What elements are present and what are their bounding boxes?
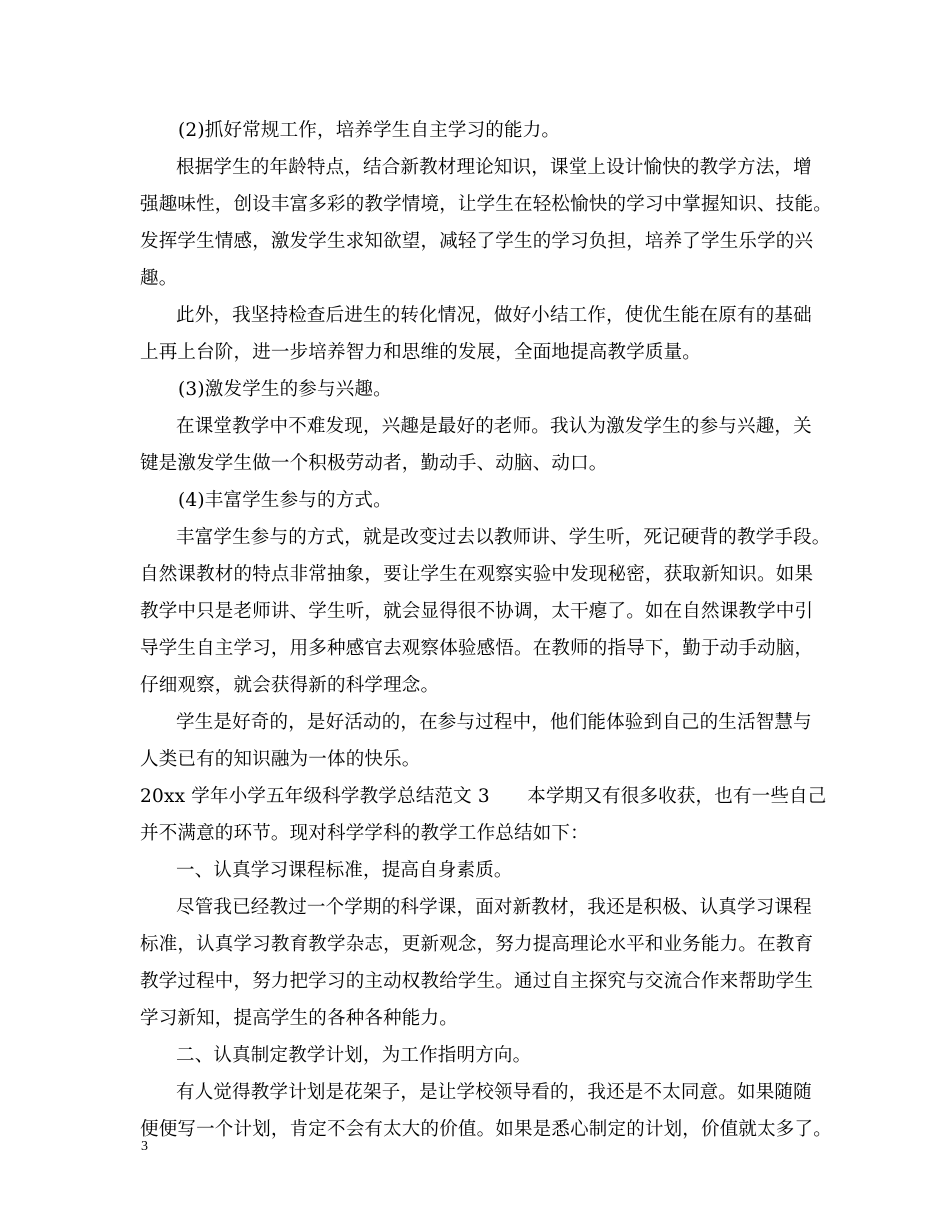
paragraph-line: 发挥学生情感，激发学生求知欲望，减轻了学生的学习负担，培养了学生乐学的兴: [140, 231, 814, 252]
page-number: 3: [141, 1139, 148, 1154]
paragraph-line: 并不满意的环节。现对科学学科的教学工作总结如下：: [140, 823, 589, 844]
article-title-line: 20xx 学年小学五年级科学教学总结范文 3 本学期又有很多收获，也有一些自己: [140, 786, 827, 807]
paragraph-line: 在课堂教学中不难发现，兴趣是最好的老师。我认为激发学生的参与兴趣，关: [176, 416, 812, 437]
section-heading-one: 一、认真学习课程标准，提高自身素质。: [176, 860, 513, 881]
section-heading-2: (2)抓好常规工作，培养学生自主学习的能力。: [178, 120, 561, 141]
paragraph-line: 根据学生的年龄特点，结合新教材理论知识，课堂上设计愉快的教学方法，增: [176, 157, 812, 178]
paragraph-line: 上再上台阶，进一步培养智力和思维的发展，全面地提高教学质量。: [140, 342, 702, 363]
paragraph-line: 自然课教材的特点非常抽象，要让学生在观察实验中发现秘密，获取新知识。如果: [140, 564, 814, 585]
paragraph-line: 此外，我坚持检查后进生的转化情况，做好小结工作，使优生能在原有的基础: [176, 305, 812, 326]
paragraph-line: 便便写一个计划，肯定不会有太大的价值。如果是悉心制定的计划，价值就太多了。: [140, 1119, 832, 1140]
paragraph-line: 趣。: [140, 268, 178, 289]
paragraph-line: 仔细观察，就会获得新的科学理念。: [140, 675, 440, 696]
section-heading-4: (4)丰富学生参与的方式。: [178, 490, 392, 511]
paragraph-line: 强趣味性，创设丰富多彩的教学情境，让学生在轻松愉快的学习中掌握知识、技能。: [140, 194, 832, 215]
paragraph-line: 教学中只是老师讲、学生听，就会显得很不协调，太干瘪了。如在自然课教学中引: [140, 601, 814, 622]
paragraph-line: 教学过程中，努力把学习的主动权教给学生。通过自主探究与交流合作来帮助学生: [140, 971, 814, 992]
section-heading-3: (3)激发学生的参与兴趣。: [178, 379, 392, 400]
paragraph-line: 有人觉得教学计划是花架子，是让学校领导看的，我还是不太同意。如果随随: [176, 1082, 812, 1103]
paragraph-line: 键是激发学生做一个积极劳动者，勤动手、动脑、动口。: [140, 453, 608, 474]
section-heading-two: 二、认真制定教学计划，为工作指明方向。: [176, 1045, 532, 1066]
paragraph-line: 丰富学生参与的方式，就是改变过去以教师讲、学生听，死记硬背的教学手段。: [176, 527, 831, 548]
paragraph-line: 标准，认真学习教育教学杂志，更新观念，努力提高理论水平和业务能力。在教育: [140, 934, 814, 955]
paragraph-line: 人类已有的知识融为一体的快乐。: [140, 749, 421, 770]
paragraph-line: 学生是好奇的，是好活动的，在参与过程中，他们能体验到自己的生活智慧与: [176, 712, 812, 733]
paragraph-line: 学习新知，提高学生的各种各种能力。: [140, 1008, 458, 1029]
paragraph-line: 导学生自主学习，用多种感官去观察体验感悟。在教师的指导下，勤于动手动脑，: [140, 638, 814, 659]
paragraph-line: 尽管我已经教过一个学期的科学课，面对新教材，我还是积极、认真学习课程: [176, 897, 812, 918]
